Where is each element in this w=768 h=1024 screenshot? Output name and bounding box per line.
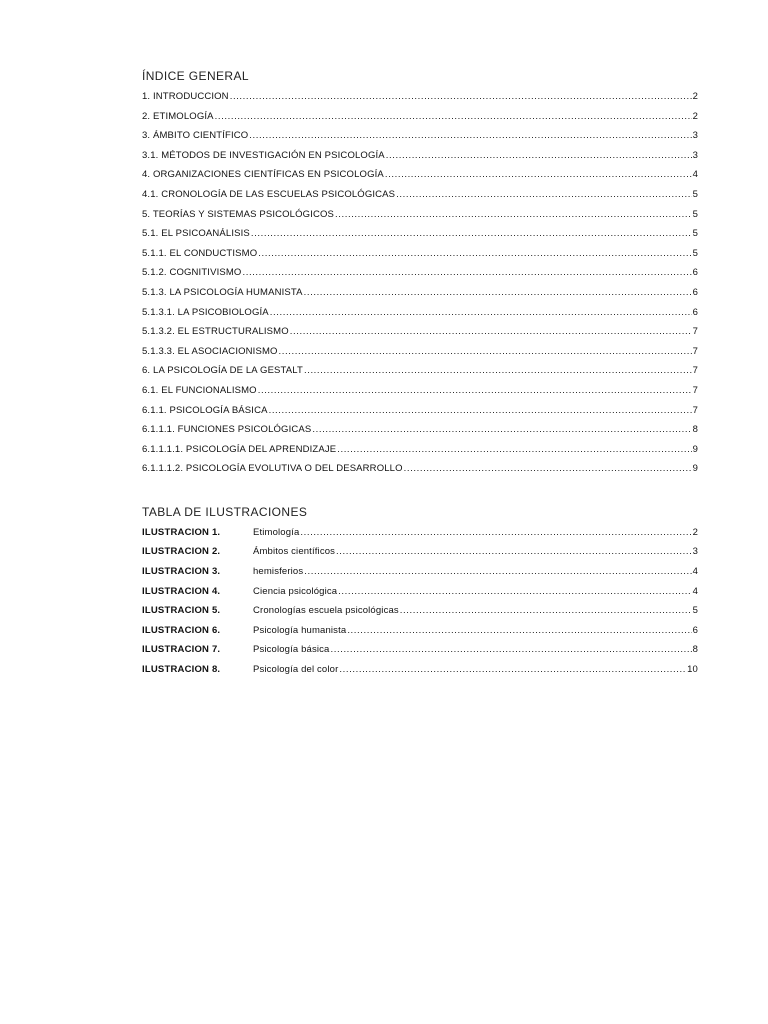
figure-entry-title: Etimología — [253, 526, 300, 538]
figure-entry-title: Ámbitos científicos — [253, 546, 336, 558]
dot-leader — [279, 346, 692, 357]
dot-leader — [249, 130, 691, 141]
figure-entry-page: 3 — [692, 546, 698, 558]
document-content — [142, 68, 698, 684]
toc-entry-title: 1. INTRODUCCION — [142, 91, 229, 102]
dot-leader — [337, 444, 691, 455]
toc-entry[interactable] — [142, 346, 698, 366]
dot-leader — [300, 527, 691, 538]
figure-entry-title: hemisferios — [253, 566, 304, 578]
dot-leader — [258, 385, 692, 396]
toc-entry-title: 5.1.3.3. EL ASOCIACIONISMO — [142, 345, 278, 357]
toc-entry[interactable] — [142, 91, 698, 111]
toc-entry-title: 5. TEORÍAS Y SISTEMAS PSICOLÓGICOS — [142, 208, 334, 220]
toc-entry-page: 5 — [692, 208, 698, 220]
dot-leader — [304, 287, 692, 298]
dot-leader — [304, 566, 691, 577]
toc-entry[interactable] — [142, 385, 698, 405]
figures-heading: TABLA DE ILUSTRACIONES — [142, 504, 308, 519]
figure-entry-label: ILUSTRACION 2. — [142, 546, 221, 558]
toc-entry[interactable] — [142, 130, 698, 150]
toc-entry-title: 5.1.3.2. EL ESTRUCTURALISMO — [142, 326, 289, 338]
figure-entry[interactable] — [142, 586, 698, 606]
dot-leader — [242, 267, 691, 278]
toc-entry-title: 5.1.1. EL CONDUCTISMO — [142, 247, 258, 259]
toc-entry-title: 5.1.3.1. LA PSICOBIOLOGÍA — [142, 306, 269, 318]
figure-entry-label: ILUSTRACION 8. — [142, 664, 221, 676]
figure-entry[interactable] — [142, 527, 698, 547]
dot-leader — [336, 546, 692, 557]
toc-entry-page: 9 — [692, 463, 698, 475]
toc-entry-title: 5.1.3. LA PSICOLOGÍA HUMANISTA — [142, 286, 303, 298]
figure-entry-page: 2 — [692, 526, 698, 538]
toc-entry-title: 2. ETIMOLOGÍA — [142, 110, 214, 122]
toc-entry-page: 6 — [692, 306, 698, 318]
dot-leader — [270, 307, 692, 318]
toc-entry-page: 8 — [692, 424, 698, 436]
toc-entry[interactable] — [142, 326, 698, 346]
figure-entry[interactable] — [142, 625, 698, 645]
figure-entry[interactable] — [142, 546, 698, 566]
toc-entry[interactable] — [142, 424, 698, 444]
toc-entry-page: 7 — [692, 345, 698, 357]
toc-entry-page: 7 — [692, 404, 698, 416]
toc-entry-page: 2 — [692, 91, 698, 102]
figure-entry-title: Psicología humanista — [253, 624, 347, 636]
figure-entry-page: 4 — [692, 566, 698, 578]
figure-entry-label: ILUSTRACION 3. — [142, 566, 221, 578]
toc-entry[interactable] — [142, 463, 698, 483]
dot-leader — [312, 424, 691, 435]
figure-entry-page: 8 — [692, 644, 698, 656]
figure-entry-label: ILUSTRACION 1. — [142, 526, 221, 538]
dot-leader — [338, 586, 691, 597]
toc-entry-title: 6.1.1.1. FUNCIONES PSICOLÓGICAS — [142, 424, 312, 436]
toc-entry-title: 6. LA PSICOLOGÍA DE LA GESTALT — [142, 365, 303, 377]
dot-leader — [396, 189, 691, 200]
toc-entry-title: 3. ÁMBITO CIENTÍFICO — [142, 130, 249, 142]
dot-leader — [215, 111, 692, 122]
figure-entry[interactable] — [142, 566, 698, 586]
toc-entry[interactable] — [142, 189, 698, 209]
toc-entry[interactable] — [142, 248, 698, 268]
toc-entry-page: 7 — [692, 365, 698, 377]
figure-entry-label: ILUSTRACION 7. — [142, 644, 221, 656]
dot-leader — [269, 405, 692, 416]
toc-entry-page: 5 — [692, 247, 698, 259]
toc-entry[interactable] — [142, 405, 698, 425]
figure-entry-page: 10 — [687, 664, 698, 676]
toc-entry[interactable] — [142, 444, 698, 464]
figure-entry-page: 4 — [692, 585, 698, 597]
dot-leader — [230, 91, 692, 102]
toc-entry-title: 6.1. EL FUNCIONALISMO — [142, 384, 257, 396]
toc-entry[interactable] — [142, 365, 698, 385]
dot-leader — [258, 248, 691, 259]
toc-entry[interactable] — [142, 228, 698, 248]
toc-entry-title: 5.1.2. COGNITIVISMO — [142, 267, 242, 279]
figure-entry-label: ILUSTRACION 6. — [142, 624, 221, 636]
figure-entry-label: ILUSTRACION 5. — [142, 605, 221, 617]
toc-entry-title: 6.1.1. PSICOLOGÍA BÁSICA — [142, 404, 268, 416]
toc-entry[interactable] — [142, 209, 698, 229]
dot-leader — [290, 326, 692, 337]
toc-entry-page: 7 — [692, 326, 698, 338]
figure-entry-title: Psicología básica — [253, 644, 330, 656]
toc-entry-title: 4.1. CRONOLOGÍA DE LAS ESCUELAS PSICOLÓGICAS — [142, 188, 396, 200]
figures-list — [142, 527, 698, 684]
dot-leader — [330, 644, 691, 655]
dot-leader — [400, 605, 692, 616]
toc-entry-page: 6 — [692, 286, 698, 298]
toc-heading: ÍNDICE GENERAL — [142, 69, 249, 83]
figure-entry[interactable] — [142, 664, 698, 684]
toc-entry-page: 2 — [692, 110, 698, 122]
dot-leader — [339, 664, 686, 675]
toc-entry-title: 6.1.1.1.2. PSICOLOGÍA EVOLUTIVA O DEL DESARROLLO — [142, 463, 403, 475]
dot-leader — [335, 209, 692, 220]
dot-leader — [385, 169, 692, 180]
toc-entry[interactable] — [142, 307, 698, 327]
figure-entry-page: 6 — [692, 624, 698, 636]
toc-entry-page: 5 — [692, 228, 698, 240]
figure-entry-title: Cronologías escuela psicológicas — [253, 605, 399, 617]
figure-entry-title: Psicología del color — [253, 664, 339, 676]
toc-entry-title: 5.1. EL PSICOANÁLISIS — [142, 228, 250, 240]
figure-entry-page: 5 — [692, 605, 698, 617]
toc-entry[interactable] — [142, 150, 698, 170]
toc-entry[interactable] — [142, 267, 698, 287]
figure-entry[interactable] — [142, 644, 698, 664]
dot-leader — [386, 150, 692, 161]
figure-entry-label: ILUSTRACION 4. — [142, 585, 221, 597]
toc-entry-title: 3.1. MÉTODOS DE INVESTIGACIÓN EN PSICOLOGÍA — [142, 149, 385, 161]
toc-entry-page: 3 — [692, 149, 698, 161]
dot-leader — [304, 365, 692, 376]
toc-entry-page: 4 — [692, 169, 698, 181]
toc-entry-page: 9 — [692, 443, 698, 455]
toc-entry-title: 4. ORGANIZACIONES CIENTÍFICAS EN PSICOLOGÍA — [142, 169, 384, 181]
toc-entry-page: 5 — [692, 188, 698, 200]
dot-leader — [404, 463, 692, 474]
figure-entry[interactable] — [142, 605, 698, 625]
toc-list — [142, 91, 698, 483]
dot-leader — [251, 228, 692, 239]
toc-entry-page: 3 — [692, 130, 698, 142]
dot-leader — [347, 625, 691, 636]
toc-entry[interactable] — [142, 169, 698, 189]
toc-entry-page: 6 — [692, 267, 698, 279]
figure-entry-title: Ciencia psicológica — [253, 585, 338, 597]
toc-entry[interactable] — [142, 111, 698, 131]
toc-entry-title: 6.1.1.1.1. PSICOLOGÍA DEL APRENDIZAJE — [142, 443, 337, 455]
toc-entry[interactable] — [142, 287, 698, 307]
toc-entry-page: 7 — [692, 384, 698, 396]
